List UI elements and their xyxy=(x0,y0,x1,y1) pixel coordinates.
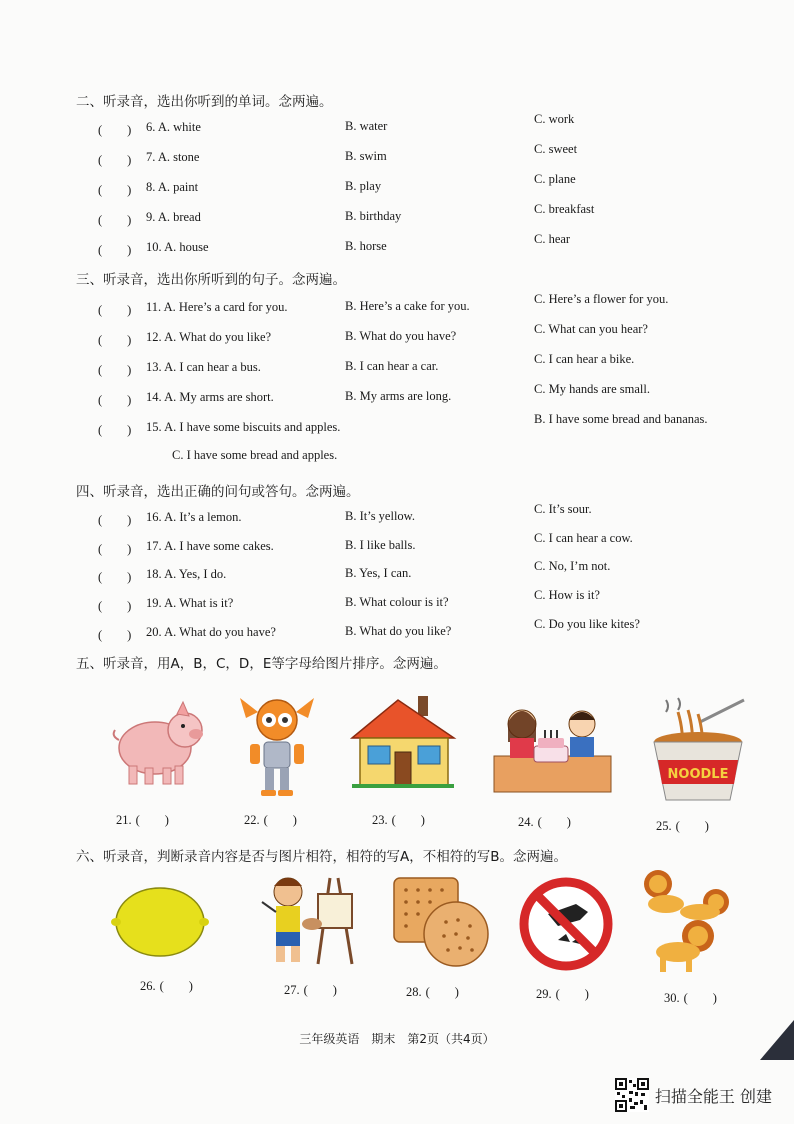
option-c: C. work xyxy=(534,112,575,126)
question-number-and-option-a: 11. A. Here’s a card for you. xyxy=(146,300,288,314)
option-a: A. house xyxy=(164,240,209,254)
picture-answer-30 xyxy=(664,988,717,1006)
question-number: 10 xyxy=(146,240,159,254)
question-number-and-option-a: 13. A. I can hear a bus. xyxy=(146,360,261,374)
answer-blank[interactable]: ( ) xyxy=(98,393,132,407)
qr-code-icon xyxy=(615,1078,649,1112)
option-b: B. My arms are long. xyxy=(345,389,452,403)
question-number: 20 xyxy=(146,625,159,639)
option-b: B. play xyxy=(345,179,382,193)
question-number-and-option-a: 12. A. What do you like? xyxy=(146,330,272,344)
option-b: B. birthday xyxy=(345,209,402,223)
page-footer: 三年级英语 期末 第2页（共4页） xyxy=(299,1032,495,1046)
answer-blank[interactable]: ( ) xyxy=(303,983,337,997)
option-a: A. paint xyxy=(157,180,199,194)
picture-number: 27. xyxy=(284,983,300,997)
answer-blank[interactable]: ( ) xyxy=(98,570,132,584)
house-icon xyxy=(348,690,458,790)
option-b: B. What do you have? xyxy=(345,329,457,343)
option-a: A. bread xyxy=(157,210,201,224)
option-c: C. I have some bread and apples. xyxy=(172,448,338,462)
section-6-title: 六、听录音，判断录音内容是否与图片相符，相符的写A，不相符的写B。念两遍。 xyxy=(76,849,567,865)
option-c: C. What can you hear? xyxy=(534,322,648,336)
picture-answer-27 xyxy=(284,980,337,998)
option-c: C. plane xyxy=(534,172,576,186)
option-a: A. It’s a lemon. xyxy=(164,510,242,524)
picture-number: 26. xyxy=(140,979,156,993)
option-b: B. Here’s a cake for you. xyxy=(345,299,470,313)
answer-blank[interactable]: ( ) xyxy=(98,153,132,167)
question-number-and-option-a: 19. A. What is it? xyxy=(146,596,234,610)
answer-blank[interactable]: ( ) xyxy=(98,303,132,317)
picture-answer-23 xyxy=(372,810,425,828)
picture-number: 24. xyxy=(518,815,534,829)
picture-answer-25 xyxy=(656,816,709,834)
answer-blank[interactable]: ( ) xyxy=(98,423,132,437)
question-number-and-option-a: 6. A. white xyxy=(146,120,201,134)
option-b: B. I like balls. xyxy=(345,538,416,552)
option-c: C. sweet xyxy=(534,142,578,156)
option-b: B. I have some bread and bananas. xyxy=(534,412,708,426)
option-b: B. Yes, I can. xyxy=(345,566,412,580)
no-feeding-sign-icon xyxy=(518,876,614,972)
question-number-and-option-a: 8. A. paint xyxy=(146,180,199,194)
noodle-cup-icon xyxy=(648,696,748,806)
option-b: B. horse xyxy=(345,239,387,253)
answer-blank[interactable]: ( ) xyxy=(98,333,132,347)
option-c: C. I can hear a bike. xyxy=(534,352,635,366)
question-number-and-option-a: 17. A. I have some cakes. xyxy=(146,539,274,553)
answer-blank[interactable]: ( ) xyxy=(263,813,297,827)
picture-answer-28 xyxy=(406,982,459,1000)
picture-answer-24 xyxy=(518,812,571,830)
option-a: A. white xyxy=(157,120,201,134)
picture-number: 22. xyxy=(244,813,260,827)
biscuits-icon xyxy=(390,874,490,970)
answer-blank[interactable]: ( ) xyxy=(159,979,193,993)
answer-blank[interactable]: ( ) xyxy=(135,813,169,827)
option-a: A. I can hear a bus. xyxy=(164,360,261,374)
picture-answer-21 xyxy=(116,810,169,828)
question-number-and-option-a: 15. A. I have some biscuits and apples. xyxy=(146,420,341,434)
page-corner-fold xyxy=(760,1020,794,1060)
option-b: B. What do you like? xyxy=(345,624,452,638)
question-number: 9 xyxy=(146,210,153,224)
option-b: B. water xyxy=(345,119,388,133)
question-number-and-option-a: 20. A. What do you have? xyxy=(146,625,276,639)
robot-icon xyxy=(232,688,322,798)
question-number: 11 xyxy=(146,300,159,314)
question-number: 17 xyxy=(146,539,159,553)
picture-answer-29 xyxy=(536,984,589,1002)
option-c: C. I can hear a cow. xyxy=(534,531,633,545)
question-number: 13 xyxy=(146,360,159,374)
lemon-icon xyxy=(110,882,210,962)
option-c: C. breakfast xyxy=(534,202,595,216)
answer-blank[interactable]: ( ) xyxy=(98,513,132,527)
answer-blank[interactable]: ( ) xyxy=(391,813,425,827)
option-c: C. It’s sour. xyxy=(534,502,592,516)
option-c: C. Do you like kites? xyxy=(534,617,640,631)
answer-blank[interactable]: ( ) xyxy=(683,991,717,1005)
section-5-title: 五、听录音，用A，B，C，D，E等字母给图片排序。念两遍。 xyxy=(76,656,447,672)
option-a: A. What do you have? xyxy=(164,625,276,639)
question-number: 15 xyxy=(146,420,159,434)
option-a: A. Here’s a card for you. xyxy=(163,300,288,314)
option-b: B. What colour is it? xyxy=(345,595,449,609)
answer-blank[interactable]: ( ) xyxy=(98,542,132,556)
answer-blank[interactable]: ( ) xyxy=(98,243,132,257)
answer-blank[interactable]: ( ) xyxy=(98,213,132,227)
answer-blank[interactable]: ( ) xyxy=(675,819,709,833)
question-number: 6 xyxy=(146,120,153,134)
option-c: C. Here’s a flower for you. xyxy=(534,292,669,306)
question-number: 18 xyxy=(146,567,159,581)
section-3-title: 三、听录音，选出你所听到的句子。念两遍。 xyxy=(76,272,346,288)
question-number: 7 xyxy=(146,150,153,164)
question-number-and-option-a: 16. A. It’s a lemon. xyxy=(146,510,242,524)
question-number: 12 xyxy=(146,330,159,344)
question-number: 16 xyxy=(146,510,159,524)
section-2-title: 二、听录音，选出你听到的单词。念两遍。 xyxy=(76,94,333,110)
pig-icon xyxy=(105,690,205,790)
picture-number: 28. xyxy=(406,985,422,999)
lions-icon xyxy=(636,866,746,976)
question-number-and-option-a: 18. A. Yes, I do. xyxy=(146,567,227,581)
picture-number: 30. xyxy=(664,991,680,1005)
picture-answer-22 xyxy=(244,810,297,828)
option-a: A. I have some biscuits and apples. xyxy=(164,420,341,434)
option-a: A. What is it? xyxy=(164,596,234,610)
option-a: A. Yes, I do. xyxy=(164,567,227,581)
question-number: 14 xyxy=(146,390,159,404)
option-a: A. I have some cakes. xyxy=(164,539,274,553)
picture-number: 25. xyxy=(656,819,672,833)
picture-answer-26 xyxy=(140,976,193,994)
painter-boy-icon xyxy=(252,872,362,968)
option-b: B. swim xyxy=(345,149,387,163)
option-a: A. stone xyxy=(157,150,200,164)
scanner-watermark xyxy=(615,1078,772,1112)
option-c: C. No, I’m not. xyxy=(534,559,611,573)
picture-number: 23. xyxy=(372,813,388,827)
answer-blank[interactable]: ( ) xyxy=(98,123,132,137)
question-number-and-option-a: 14. A. My arms are short. xyxy=(146,390,274,404)
answer-blank[interactable]: ( ) xyxy=(98,363,132,377)
picture-number: 21. xyxy=(116,813,132,827)
answer-blank[interactable]: ( ) xyxy=(537,815,571,829)
answer-blank[interactable]: ( ) xyxy=(98,183,132,197)
question-number: 8 xyxy=(146,180,153,194)
option-c: C. hear xyxy=(534,232,571,246)
option-a: A. What do you like? xyxy=(164,330,272,344)
option-a: A. My arms are short. xyxy=(164,390,274,404)
question-number-and-option-a: 9. A. bread xyxy=(146,210,201,224)
answer-blank[interactable]: ( ) xyxy=(555,987,589,1001)
question-number: 19 xyxy=(146,596,159,610)
option-c: C. How is it? xyxy=(534,588,600,602)
scanner-text: 扫描全能王 创建 xyxy=(654,1086,772,1106)
option-c: C. My hands are small. xyxy=(534,382,650,396)
answer-blank[interactable]: ( ) xyxy=(98,599,132,613)
option-b: B. It’s yellow. xyxy=(345,509,416,523)
answer-blank[interactable]: ( ) xyxy=(425,985,459,999)
section-4-title: 四、听录音，选出正确的问句或答句。念两遍。 xyxy=(76,484,360,500)
noodle-text: NOODLE xyxy=(667,767,729,782)
question-number-and-option-a: 10. A. house xyxy=(146,240,209,254)
question-number-and-option-a: 7. A. stone xyxy=(146,150,200,164)
answer-blank[interactable]: ( ) xyxy=(98,628,132,642)
option-b: B. I can hear a car. xyxy=(345,359,439,373)
picture-number: 29. xyxy=(536,987,552,1001)
birthday-cake-kids-icon xyxy=(490,702,615,794)
